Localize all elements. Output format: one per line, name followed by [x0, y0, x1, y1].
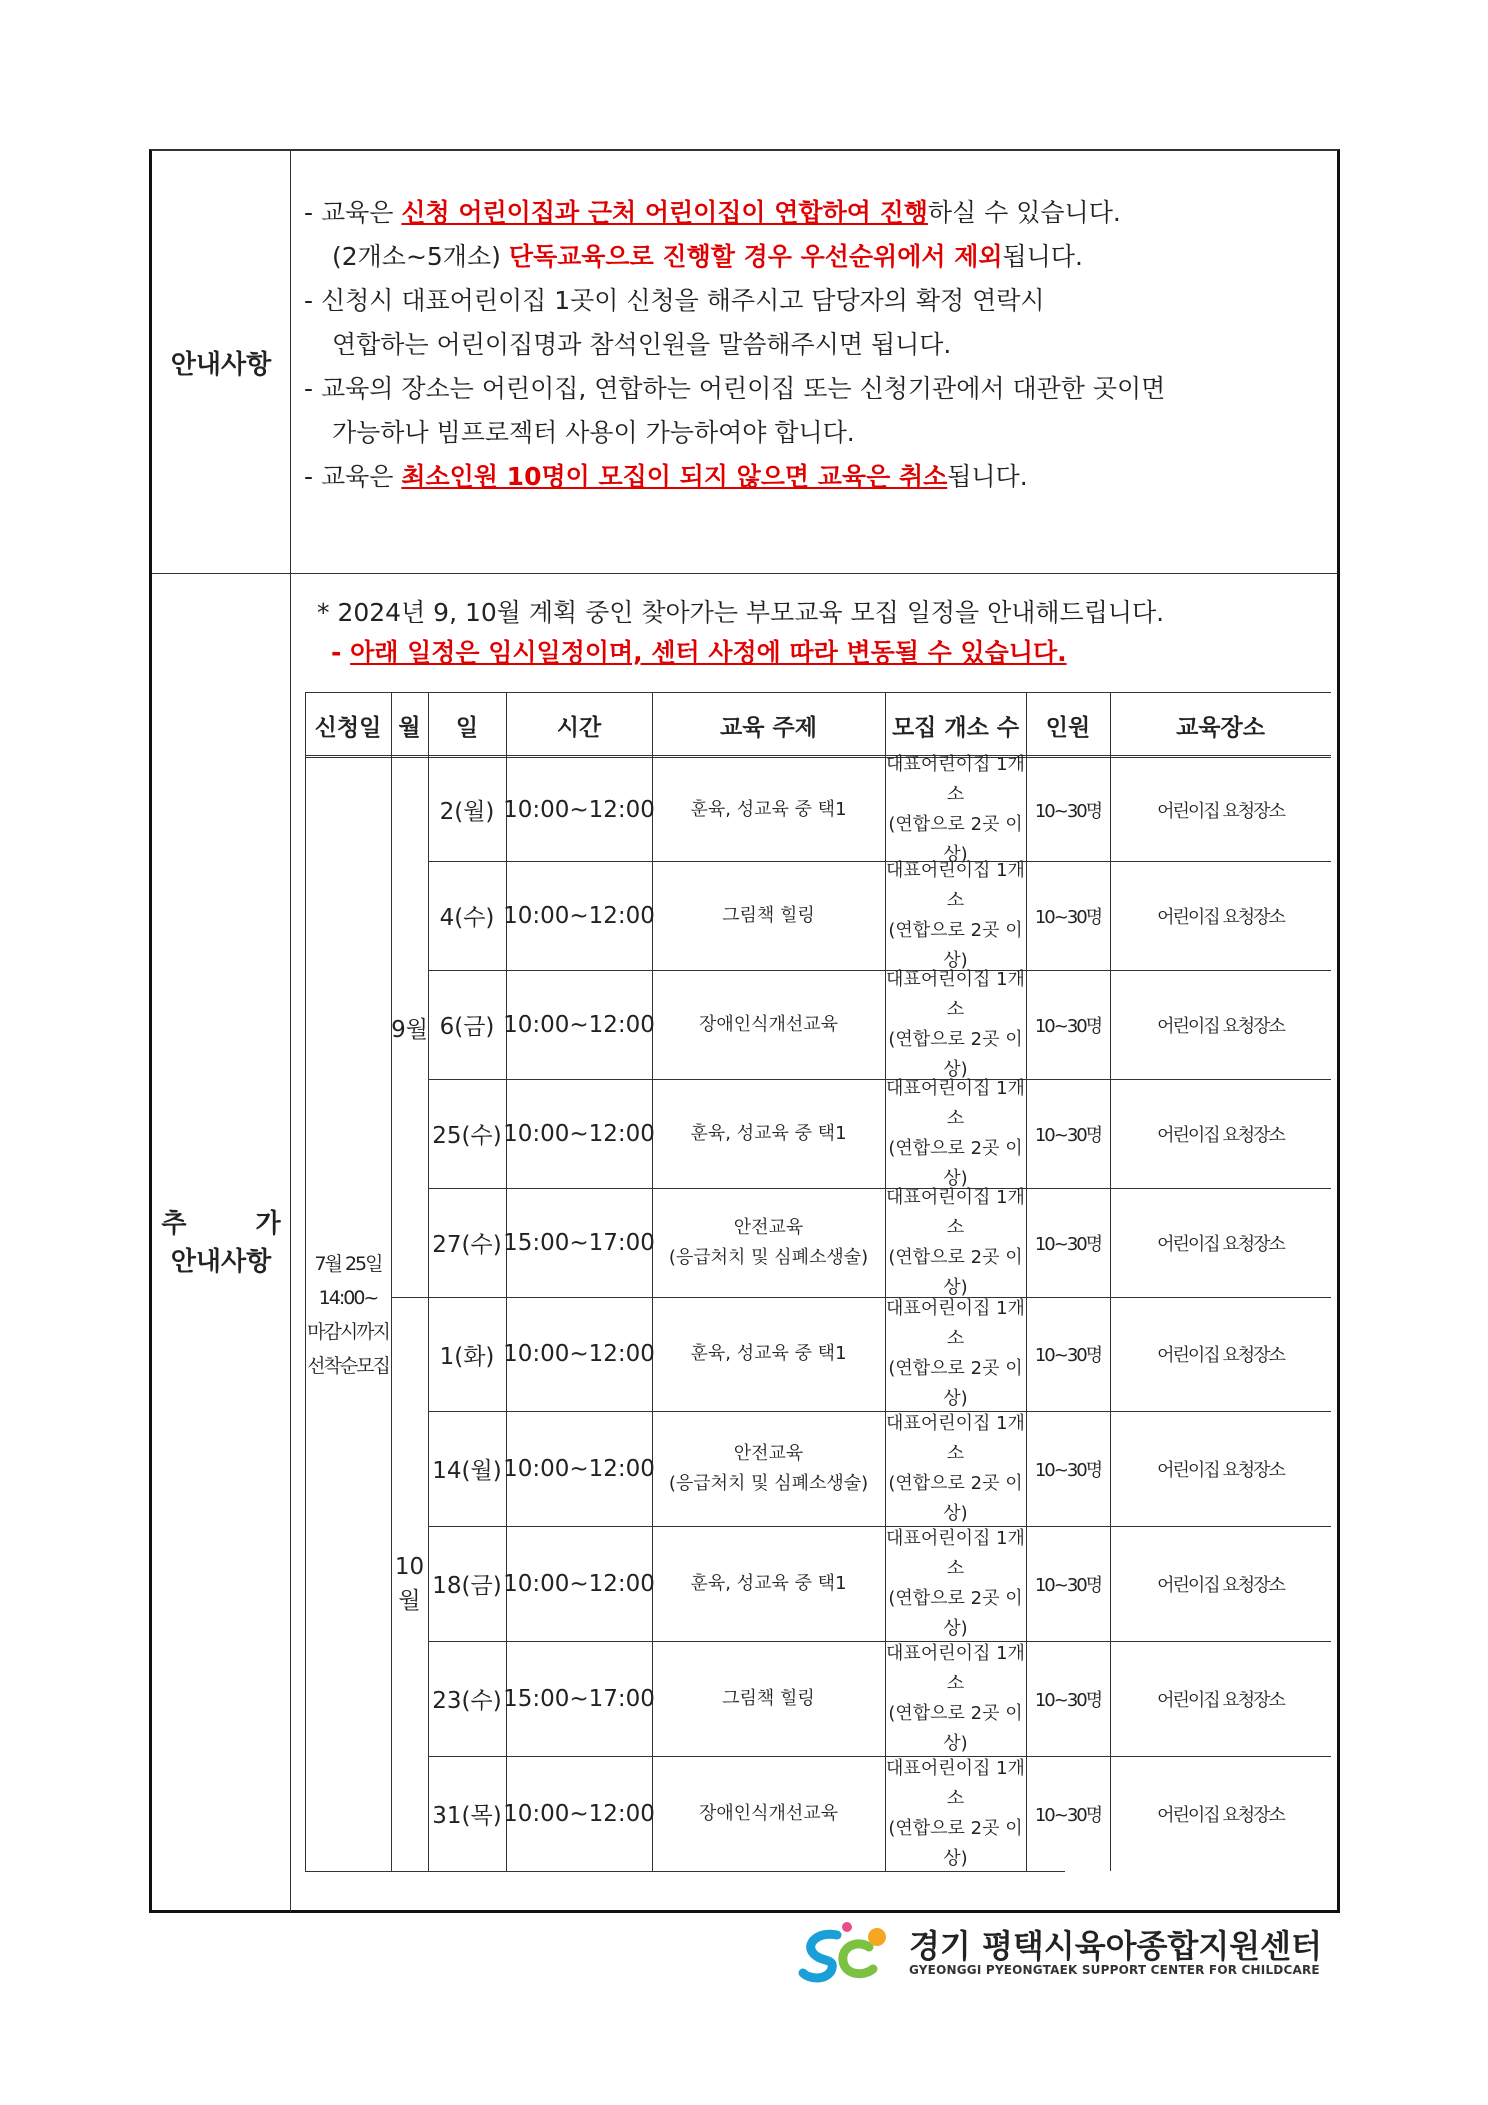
- cell-place: [1110, 1526, 1331, 1641]
- people-text: 10~30명: [1034, 1015, 1102, 1037]
- topic-text: (응급처치 및 심폐소생술): [668, 1246, 869, 1268]
- cell-people: [1026, 1079, 1110, 1188]
- schedule-table: [305, 692, 1331, 1882]
- info-highlight: 신청 어린이집과 근처 어린이집이 연합하여 진행: [401, 198, 928, 227]
- time-text: 15:00~17:00: [503, 1229, 655, 1256]
- people-text: 10~30명: [1034, 906, 1102, 928]
- count-text: 대표어린이집 1개소: [886, 753, 1025, 805]
- org-name-en: GYEONGGI PYEONGTAEK SUPPORT CENTER FOR CHILDCARE: [909, 1963, 1320, 1977]
- day-text: 23(수): [432, 1688, 502, 1714]
- cell-place: [1110, 861, 1331, 970]
- notice-line2-text: 아래 일정은 임시일정이며, 센터 사정에 따라 변동될 수 있습니다.: [350, 638, 1067, 667]
- center-logo-icon: [797, 1917, 897, 1987]
- topic-text: 훈육, 성교육 중 택1: [690, 1122, 847, 1144]
- cell-count: [885, 861, 1026, 970]
- header-cell: 시간: [556, 714, 602, 741]
- count-text: 대표어린이집 1개소: [886, 859, 1025, 911]
- section1-content: [304, 191, 1325, 499]
- cell-time: [503, 861, 655, 970]
- apply-date-cell: [305, 758, 391, 1871]
- cell-day: [428, 1297, 506, 1411]
- info-line: [304, 191, 1325, 235]
- header-cell: 교육장소: [1176, 714, 1265, 741]
- cell-time: [503, 1756, 655, 1871]
- count-text: (연합으로 2곳 이상): [888, 1472, 1023, 1524]
- cell-count: [885, 1756, 1026, 1871]
- people-text: 10~30명: [1034, 1124, 1102, 1146]
- info-text: 연합하는 어린이집명과 참석인원을 말씀해주시면 됩니다.: [332, 330, 952, 359]
- count-text: (연합으로 2곳 이상): [888, 1817, 1023, 1869]
- topic-text: 장애인식개선교육: [698, 1013, 839, 1035]
- section1-label-text: 안내사항: [170, 349, 272, 380]
- cell-topic: [652, 1188, 885, 1297]
- info-text: 교육은: [320, 198, 402, 227]
- cell-people: [1026, 1188, 1110, 1297]
- month-cell: 9월: [391, 1017, 428, 1043]
- cell-place: [1110, 1411, 1331, 1526]
- header-cell: 모집 개소 수: [891, 714, 1020, 741]
- cell-people: [1026, 1641, 1110, 1756]
- info-line: [304, 235, 1325, 279]
- count-text: 대표어린이집 1개소: [886, 1412, 1025, 1464]
- cell-topic: [652, 1411, 885, 1526]
- count-text: 대표어린이집 1개소: [886, 1527, 1025, 1579]
- info-text: 교육은: [320, 462, 402, 491]
- cell-day: [428, 758, 506, 861]
- topic-text: 훈육, 성교육 중 택1: [690, 798, 847, 820]
- schedule-notice: [317, 593, 1164, 673]
- info-text: 하실 수 있습니다.: [927, 198, 1121, 227]
- section-divider: [152, 573, 1337, 574]
- cell-place: [1110, 970, 1331, 1079]
- count-text: (연합으로 2곳 이상): [888, 1246, 1023, 1298]
- place-text: 어린이집 요청장소: [1157, 1804, 1284, 1826]
- cell-place: [1110, 1297, 1331, 1411]
- count-text: (연합으로 2곳 이상): [888, 919, 1023, 971]
- day-text: 1(화): [439, 1343, 495, 1370]
- time-text: 10:00~12:00: [503, 1455, 655, 1482]
- cell-place: [1110, 758, 1331, 861]
- header-cell: 신청일: [314, 714, 382, 741]
- place-text: 어린이집 요청장소: [1157, 1345, 1284, 1366]
- cell-time: [503, 1641, 655, 1756]
- topic-text: 훈육, 성교육 중 택1: [690, 1572, 847, 1594]
- section1-label: [152, 151, 291, 573]
- notice-line1: * 2024년 9, 10월 계획 중인 찾아가는 부모교육 모집 일정을 안내해드립니다.: [317, 598, 1165, 627]
- cell-day: [428, 1188, 506, 1297]
- info-text: (2개소~5개소): [332, 242, 509, 271]
- count-text: (연합으로 2곳 이상): [888, 1028, 1023, 1080]
- apply-date-line: 7월 25일: [314, 1252, 382, 1275]
- cell-topic: [652, 1641, 885, 1756]
- info-table: [149, 149, 1340, 1913]
- cell-count: [885, 1079, 1026, 1188]
- people-text: 10~30명: [1034, 1689, 1102, 1711]
- bullet: -: [304, 374, 321, 403]
- cell-place: [1110, 1756, 1331, 1871]
- cell-topic: [652, 1079, 885, 1188]
- info-line: [304, 455, 1325, 499]
- day-text: 14(월): [432, 1458, 502, 1484]
- cell-count: [885, 753, 1026, 865]
- cell-count: [885, 970, 1026, 1079]
- info-text: 됩니다.: [1002, 242, 1083, 271]
- bullet: -: [304, 462, 321, 491]
- apply-date-line: 14:00~: [318, 1286, 378, 1309]
- bullet: -: [304, 286, 321, 315]
- cell-count: [885, 1297, 1026, 1411]
- cell-count: [885, 1411, 1026, 1526]
- cell-day: [428, 970, 506, 1079]
- day-text: 2(월): [439, 799, 495, 825]
- cell-day: [428, 1526, 506, 1641]
- time-text: 15:00~17:00: [503, 1685, 655, 1712]
- time-text: 10:00~12:00: [503, 1800, 655, 1827]
- info-text: 됩니다.: [947, 462, 1028, 491]
- bullet: -: [304, 198, 321, 227]
- cell-people: [1026, 861, 1110, 970]
- header-cell: 인원: [1045, 714, 1091, 741]
- cell-time: [503, 970, 655, 1079]
- topic-text: 안전교육: [733, 1442, 804, 1464]
- notice-line2: [317, 633, 1164, 673]
- place-text: 어린이집 요청장소: [1157, 1574, 1284, 1596]
- time-text: 10:00~12:00: [503, 1570, 655, 1597]
- day-text: 27(수): [432, 1232, 502, 1258]
- place-text: 어린이집 요청장소: [1157, 1689, 1284, 1711]
- count-text: (연합으로 2곳 이상): [888, 1137, 1023, 1189]
- people-text: 10~30명: [1034, 1233, 1102, 1255]
- info-highlight: 단독교육으로 진행할 경우 우선순위에서 제외: [508, 242, 1003, 271]
- cell-topic: [652, 1526, 885, 1641]
- cell-topic: [652, 758, 885, 861]
- apply-date-line: 선착순모집: [307, 1354, 389, 1377]
- people-text: 10~30명: [1034, 1804, 1102, 1826]
- info-text: 가능하나 빔프로젝터 사용이 가능하여야 합니다.: [332, 418, 855, 447]
- place-text: 어린이집 요청장소: [1157, 1459, 1284, 1481]
- org-name: 경기 평택시육아종합지원센터: [909, 1927, 1322, 1965]
- count-text: 대표어린이집 1개소: [886, 1077, 1025, 1129]
- count-text: (연합으로 2곳 이상): [888, 1702, 1023, 1754]
- count-text: (연합으로 2곳 이상): [888, 1358, 1023, 1409]
- people-text: 10~30명: [1034, 1459, 1102, 1481]
- cell-place: [1110, 1641, 1331, 1756]
- people-text: 10~30명: [1034, 800, 1102, 822]
- count-text: (연합으로 2곳 이상): [888, 1587, 1023, 1639]
- day-text: 18(금): [432, 1573, 502, 1599]
- day-text: 6(금): [439, 1014, 495, 1040]
- header-cell: 교육 주제: [720, 714, 817, 741]
- section2-label: [152, 574, 291, 1912]
- topic-text: (응급처치 및 심폐소생술): [668, 1472, 869, 1494]
- cell-time: [503, 1411, 655, 1526]
- time-text: 10:00~12:00: [503, 796, 655, 823]
- cell-time: [503, 1526, 655, 1641]
- cell-count: [885, 1188, 1026, 1297]
- cell-day: [428, 1411, 506, 1526]
- count-text: 대표어린이집 1개소: [886, 1298, 1025, 1349]
- day-text: 25(수): [432, 1123, 502, 1149]
- header-cell: 월: [398, 714, 421, 741]
- info-text: 교육의 장소는 어린이집, 연합하는 어린이집 또는 신청기관에서 대관한 곳이면: [320, 374, 1166, 403]
- topic-text: 훈육, 성교육 중 택1: [690, 1343, 847, 1364]
- topic-text: 안전교육: [733, 1216, 804, 1238]
- cell-day: [428, 1756, 506, 1871]
- cell-people: [1026, 970, 1110, 1079]
- info-line: [304, 323, 1325, 367]
- cell-place: [1110, 1188, 1331, 1297]
- topic-text: 그림책 힐링: [722, 1687, 815, 1709]
- cell-day: [428, 1641, 506, 1756]
- cell-people: [1026, 1411, 1110, 1526]
- cell-topic: [652, 861, 885, 970]
- topic-text: 장애인식개선교육: [698, 1802, 839, 1824]
- cell-people: [1026, 1297, 1110, 1411]
- cell-topic: [652, 1297, 885, 1411]
- cell-time: [503, 1297, 655, 1411]
- info-text: 신청시 대표어린이집 1곳이 신청을 해주시고 담당자의 확정 연락시: [320, 286, 1045, 315]
- place-text: 어린이집 요청장소: [1157, 800, 1284, 822]
- people-text: 10~30명: [1034, 1574, 1102, 1596]
- info-highlight: 최소인원 10명이 모집이 되지 않으면 교육은 취소: [401, 462, 948, 491]
- cell-topic: [652, 1756, 885, 1871]
- section2-label-line2: 안내사항: [170, 1247, 272, 1277]
- count-text: 대표어린이집 1개소: [886, 1757, 1025, 1809]
- time-text: 10:00~12:00: [503, 1120, 655, 1147]
- info-line: [304, 367, 1325, 411]
- place-text: 어린이집 요청장소: [1157, 906, 1284, 928]
- month-cell: 10 월: [394, 1554, 425, 1614]
- topic-text: 그림책 힐링: [722, 904, 815, 926]
- apply-date-line: 마감시까지: [307, 1320, 389, 1343]
- cell-day: [428, 861, 506, 970]
- place-text: 어린이집 요청장소: [1157, 1124, 1284, 1146]
- section2-label-line1: 추 가: [161, 1209, 281, 1239]
- info-line: [304, 411, 1325, 455]
- place-text: 어린이집 요청장소: [1157, 1233, 1284, 1255]
- count-text: 대표어린이집 1개소: [886, 968, 1025, 1020]
- place-text: 어린이집 요청장소: [1157, 1015, 1284, 1037]
- cell-people: [1026, 1526, 1110, 1641]
- time-text: 10:00~12:00: [503, 1341, 655, 1367]
- cell-time: [503, 758, 655, 861]
- day-text: 31(목): [432, 1803, 502, 1829]
- cell-count: [885, 1641, 1026, 1756]
- time-text: 10:00~12:00: [503, 902, 655, 929]
- people-text: 10~30명: [1034, 1345, 1102, 1366]
- info-line: [304, 279, 1325, 323]
- time-text: 10:00~12:00: [503, 1011, 655, 1038]
- cell-count: [885, 1526, 1026, 1641]
- cell-place: [1110, 1079, 1331, 1188]
- footer-logo: [797, 1917, 1337, 1987]
- notice-line2-prefix: -: [331, 638, 351, 667]
- cell-day: [428, 1079, 506, 1188]
- count-text: 대표어린이집 1개소: [886, 1186, 1025, 1238]
- cell-people: [1026, 758, 1110, 861]
- cell-topic: [652, 970, 885, 1079]
- cell-time: [503, 1188, 655, 1297]
- header-cell: 일: [455, 714, 479, 741]
- cell-people: [1026, 1756, 1110, 1871]
- count-text: 대표어린이집 1개소: [886, 1642, 1025, 1694]
- cell-time: [503, 1079, 655, 1188]
- day-text: 4(수): [439, 905, 495, 931]
- count-text: (연합으로 2곳 이상): [888, 813, 1023, 865]
